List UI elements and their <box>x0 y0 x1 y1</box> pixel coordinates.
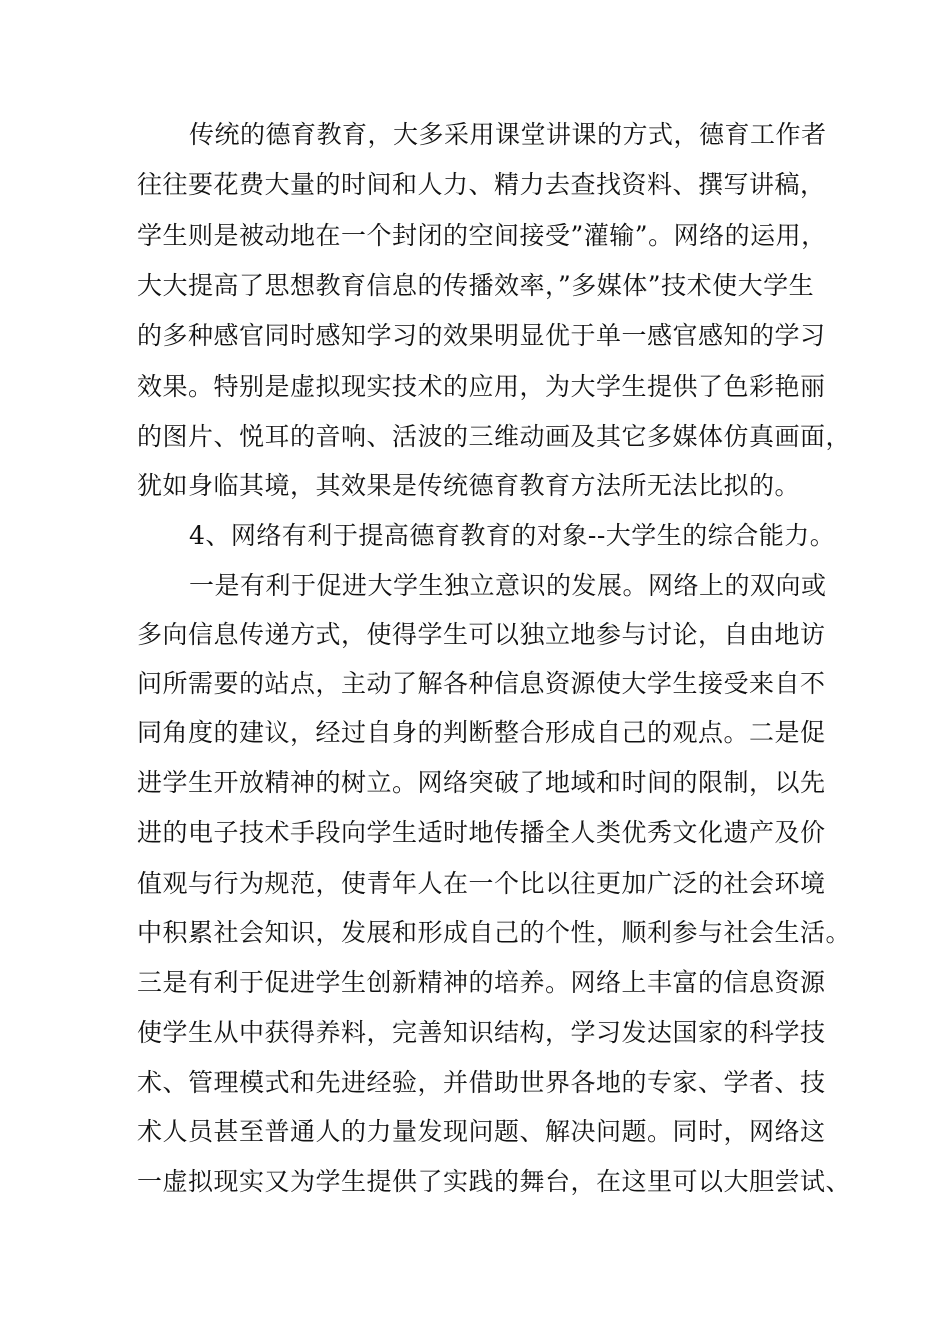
paragraph-line: 同角度的建议，经过自身的判断整合形成自己的观点。二是促 <box>137 718 826 747</box>
paragraph-line: 进的电子技术手段向学生适时地传播全人类优秀文化遗产及价 <box>137 818 826 847</box>
paragraph-line: 一是有利于促进大学生独立意识的发展。网络上的双向或 <box>189 571 827 600</box>
paragraph-line: 进学生开放精神的树立。网络突破了地域和时间的限制，以先 <box>137 768 826 797</box>
paragraph-line: 往往要花费大量的时间和人力、精力去查找资料、撰写讲稿， <box>137 170 826 199</box>
paragraph-line: 多向信息传递方式，使得学生可以独立地参与讨论，自由地访 <box>137 620 826 649</box>
paragraph-line: 犹如身临其境，其效果是传统德育教育方法所无法比拟的。 <box>137 471 801 500</box>
paragraph-line: 效果。特别是虚拟现实技术的应用，为大学生提供了色彩艳丽 <box>137 372 826 401</box>
paragraph-line: 值观与行为规范，使青年人在一个比以往更加广泛的社会环境 <box>137 869 826 898</box>
section-heading: 4、网络有利于提高德育教育的对象--大学生的综合能力。 <box>189 521 836 550</box>
paragraph-line: 传统的德育教育，大多采用课堂讲课的方式，德育工作者 <box>189 120 827 149</box>
paragraph-line: 一虚拟现实又为学生提供了实践的舞台，在这里可以大胆尝试、 <box>137 1167 852 1196</box>
paragraph-line: 大大提高了思想教育信息的传播效率，”多媒体”技术使大学生 <box>137 271 815 300</box>
paragraph-line: 中积累社会知识，发展和形成自己的个性，顺利参与社会生活。 <box>137 918 852 947</box>
paragraph-line: 使学生从中获得养料，完善知识结构，学习发达国家的科学技 <box>137 1018 826 1047</box>
paragraph-line: 术人员甚至普通人的力量发现问题、解决问题。同时，网络这 <box>137 1117 826 1146</box>
paragraph-line: 问所需要的站点，主动了解各种信息资源使大学生接受来自不 <box>137 669 826 698</box>
paragraph-line: 三是有利于促进学生创新精神的培养。网络上丰富的信息资源 <box>137 968 826 997</box>
paragraph-line: 的图片、悦耳的音响、活波的三维动画及其它多媒体仿真画面， <box>137 422 852 451</box>
paragraph-line: 的多种感官同时感知学习的效果明显优于单一感官感知的学习 <box>137 321 826 350</box>
paragraph-line: 术、管理模式和先进经验，并借助世界各地的专家、学者、技 <box>137 1068 826 1097</box>
paragraph-line: 学生则是被动地在一个封闭的空间接受”灌输”。网络的运用， <box>137 221 827 250</box>
